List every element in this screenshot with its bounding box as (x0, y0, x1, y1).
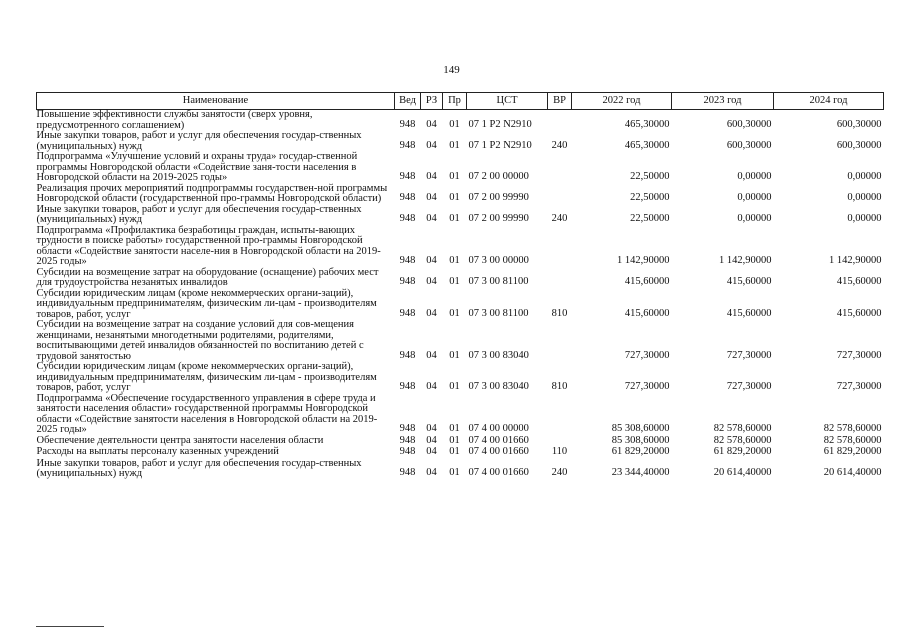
cell-name: Обеспечение деятельности центра занятости населения области (36, 434, 324, 446)
cell-y2024: 727,30000 (836, 381, 882, 392)
cell-ved: 948 (399, 255, 416, 266)
header-pr: Пр (443, 93, 467, 110)
cell-y2023: 82 578,60000 (713, 434, 772, 446)
cell-name: Иные закупки товаров, работ и услуг для обеспечения государ-ственных (муниципальных) нужд (36, 130, 362, 152)
cell-ved: 948 (399, 118, 416, 130)
cell-ved: 948 (399, 213, 416, 224)
cell-vr (548, 152, 572, 184)
cell-name: Субсидии на возмещение затрат на создание условий для сов-мещения женщинами, незанятыми многодетными родителями, родителями, воспитывающими детей инвалидов обязанностей по воспитанию детей с трудовой занятостью (36, 319, 364, 362)
cell-pr: 01 (449, 192, 460, 203)
cell-rz: 04 (426, 423, 437, 434)
header-2024: 2024 год (774, 93, 884, 110)
cell-name: Субсидии юридическим лицам (кроме некоммерческих органи-заций), индивидуальным предпринимателям, физическим ли-цам - производителям товаров, работ, услуг (36, 287, 377, 320)
cell-y2023: 727,30000 (726, 381, 772, 392)
cell-vr: 810 (551, 307, 568, 319)
cell-y2022: 22,50000 (630, 171, 670, 182)
cell-y2024: 0,00000 (847, 171, 882, 182)
cell-cst: 07 1 P2 N2910 (468, 139, 532, 151)
cell-y2024: 0,00000 (847, 192, 882, 203)
cell-cst: 07 3 00 00000 (468, 255, 529, 266)
table-row (37, 184, 884, 205)
cell-rz: 04 (426, 276, 437, 287)
table-row (37, 394, 884, 436)
cell-pr: 01 (449, 381, 460, 392)
cell-cst: 07 2 00 00000 (468, 171, 529, 182)
cell-rz: 04 (426, 381, 437, 392)
cell-cst: 07 3 00 81100 (468, 307, 529, 319)
cell-y2022: 415,60000 (624, 276, 670, 287)
table-row (37, 152, 884, 184)
cell-vr (548, 110, 572, 132)
cell-cst: 07 1 P2 N2910 (468, 118, 532, 130)
cell-vr (548, 320, 572, 362)
cell-pr: 01 (449, 423, 460, 434)
header-name: Наименование (37, 93, 395, 110)
cell-ved: 948 (399, 139, 416, 151)
cell-y2022: 22,50000 (630, 213, 670, 224)
cell-y2024: 727,30000 (836, 349, 882, 361)
cell-name: Иные закупки товаров, работ и услуг для обеспечения государ-ственных (муниципальных) нужд (36, 203, 362, 225)
cell-pr: 01 (449, 446, 460, 457)
cell-pr: 01 (449, 307, 460, 319)
cell-rz: 04 (426, 213, 437, 224)
cell-cst: 07 4 00 01660 (468, 434, 529, 446)
table-header-row (37, 93, 884, 110)
table-row (37, 289, 884, 321)
cell-cst: 07 2 00 99990 (468, 192, 529, 203)
cell-y2023: 0,00000 (737, 192, 772, 203)
cell-pr: 01 (449, 118, 460, 130)
cell-vr: 110 (551, 446, 568, 457)
cell-rz: 04 (426, 171, 437, 182)
cell-ved: 948 (399, 423, 416, 434)
cell-y2024: 415,60000 (836, 307, 882, 319)
cell-ved: 948 (399, 307, 416, 319)
cell-name: Подпрограмма «Улучшение условий и охраны труда» государ-ственной программы Новгородской области «Содействие заня-тости населения в Новгородской области на 2019-2025 годы» (36, 151, 358, 183)
cell-vr (548, 226, 572, 268)
cell-vr: 810 (551, 381, 568, 392)
cell-ved: 948 (399, 381, 416, 392)
table-row (37, 459, 884, 480)
cell-y2022: 727,30000 (624, 349, 670, 361)
cell-y2024: 20 614,40000 (823, 467, 882, 478)
cell-y2023: 1 142,90000 (719, 255, 772, 266)
cell-cst: 07 4 00 00000 (468, 423, 529, 434)
cell-y2024: 600,30000 (836, 139, 882, 151)
cell-y2023: 0,00000 (737, 213, 772, 224)
cell-vr: 240 (551, 467, 568, 478)
cell-name: Расходы на выплаты персоналу казенных учреждений (36, 446, 279, 457)
cell-y2024: 61 829,20000 (823, 446, 882, 457)
cell-y2023: 0,00000 (737, 171, 772, 182)
cell-y2023: 20 614,40000 (713, 467, 772, 478)
table-body (37, 110, 884, 480)
cell-cst: 07 3 00 83040 (468, 381, 529, 392)
cell-y2024: 415,60000 (836, 276, 882, 287)
cell-rz: 04 (426, 434, 437, 446)
header-ved: Вед (395, 93, 421, 110)
cell-rz: 04 (426, 349, 437, 361)
cell-rz: 04 (426, 446, 437, 457)
cell-y2024: 1 142,90000 (829, 255, 882, 266)
cell-ved: 948 (399, 349, 416, 361)
cell-y2024: 0,00000 (847, 213, 882, 224)
cell-ved: 948 (399, 276, 416, 287)
cell-ved: 948 (399, 171, 416, 182)
cell-rz: 04 (426, 118, 437, 130)
table-row (37, 362, 884, 394)
cell-y2022: 465,30000 (624, 139, 670, 151)
cell-y2022: 727,30000 (624, 381, 670, 392)
header-rz: РЗ (421, 93, 443, 110)
header-cst: ЦСТ (467, 93, 548, 110)
cell-y2023: 727,30000 (726, 349, 772, 361)
cell-y2024: 82 578,60000 (823, 423, 882, 434)
cell-cst: 07 3 00 83040 (468, 349, 529, 361)
cell-pr: 01 (449, 139, 460, 151)
cell-pr: 01 (449, 171, 460, 182)
cell-vr (548, 268, 572, 289)
cell-ved: 948 (399, 192, 416, 203)
budget-table (36, 92, 884, 480)
cell-pr: 01 (449, 434, 460, 446)
cell-rz: 04 (426, 467, 437, 478)
table-row (37, 110, 884, 132)
cell-name: Реализация прочих мероприятий подпрограммы государствен-ной программы Новгородской области (государственной про-граммы Новгородской области) (36, 182, 388, 204)
cell-cst: 07 4 00 01660 (468, 467, 529, 478)
table-row (37, 320, 884, 362)
table-row (37, 447, 884, 459)
page-number: 149 (443, 64, 460, 76)
cell-pr: 01 (449, 255, 460, 266)
cell-y2022: 23 344,40000 (611, 467, 670, 478)
table-row (37, 131, 884, 152)
cell-vr: 240 (551, 213, 568, 224)
cell-vr (548, 394, 572, 436)
bottom-rule (36, 626, 104, 627)
cell-name: Подпрограмма «Обеспечение государственного управления в сфере труда и занятости населения области» государственной программы Новгородской области «Содействие занятости населения в Новгородской области на 2019-2025 годы» (36, 392, 378, 435)
cell-cst: 07 2 00 99990 (468, 213, 529, 224)
cell-y2022: 85 308,60000 (611, 423, 670, 434)
cell-name: Повышение эффективности службы занятости (сверх уровня, предусмотренного соглашением) (36, 109, 313, 131)
cell-y2023: 61 829,20000 (713, 446, 772, 457)
table-row (37, 226, 884, 268)
cell-name: Субсидии на возмещение затрат на оборудование (оснащение) рабочих мест для трудоустройства незанятых инвалидов (36, 266, 379, 288)
cell-rz: 04 (426, 307, 437, 319)
cell-y2023: 600,30000 (726, 139, 772, 151)
cell-y2022: 85 308,60000 (611, 434, 670, 446)
cell-rz: 04 (426, 139, 437, 151)
cell-rz: 04 (426, 255, 437, 266)
cell-y2022: 61 829,20000 (611, 446, 670, 457)
cell-vr (548, 184, 572, 205)
cell-y2024: 82 578,60000 (823, 434, 882, 446)
cell-pr: 01 (449, 349, 460, 361)
cell-ved: 948 (399, 434, 416, 446)
cell-y2022: 1 142,90000 (617, 255, 670, 266)
table-row (37, 268, 884, 289)
cell-y2024: 600,30000 (836, 118, 882, 130)
cell-y2023: 600,30000 (726, 118, 772, 130)
cell-y2023: 415,60000 (726, 307, 772, 319)
cell-pr: 01 (449, 276, 460, 287)
cell-rz: 04 (426, 192, 437, 203)
cell-ved: 948 (399, 446, 416, 457)
cell-vr: 240 (551, 139, 568, 151)
header-2022: 2022 год (572, 93, 672, 110)
cell-name: Подпрограмма «Профилактика безработицы граждан, испыты-вающих трудности в поиске работы» государственной про-граммы Новгородской области «Содействие занятости населе-ния в Новгородской области на 2019-2025 годы» (36, 224, 381, 267)
header-vr: ВР (548, 93, 572, 110)
table-row (37, 205, 884, 226)
cell-pr: 01 (449, 467, 460, 478)
cell-pr: 01 (449, 213, 460, 224)
cell-name: Иные закупки товаров, работ и услуг для обеспечения государ-ственных (муниципальных) нужд (36, 457, 362, 479)
cell-name: Субсидии юридическим лицам (кроме некоммерческих органи-заций), индивидуальным предпринимателям, физическим ли-цам - производителям товаров, работ, услуг (36, 361, 377, 393)
cell-y2022: 22,50000 (630, 192, 670, 203)
cell-y2023: 82 578,60000 (713, 423, 772, 434)
cell-y2022: 465,30000 (624, 118, 670, 130)
cell-cst: 07 4 00 01660 (468, 446, 529, 457)
header-2023: 2023 год (672, 93, 774, 110)
cell-cst: 07 3 00 81100 (468, 276, 529, 287)
cell-y2022: 415,60000 (624, 307, 670, 319)
cell-ved: 948 (399, 467, 416, 478)
cell-y2023: 415,60000 (726, 276, 772, 287)
